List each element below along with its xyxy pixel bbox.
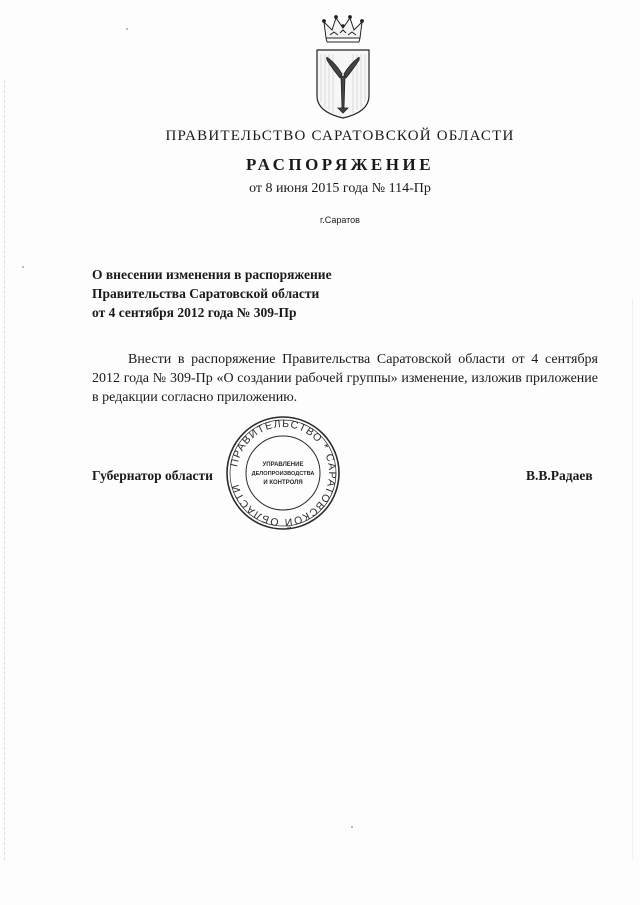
- document-type: РАСПОРЯЖЕНИЕ: [245, 155, 435, 174]
- official-round-seal-icon: [224, 414, 342, 532]
- document-subject: [92, 265, 332, 322]
- signatory-position: Губернатор области: [92, 468, 213, 483]
- scan-artefact: [632, 300, 635, 860]
- seal-inner-text: И КОНТРОЛЯ: [263, 480, 303, 486]
- subject-line: Правительства Саратовской области: [92, 286, 320, 301]
- signatory-name: В.В.Радаев: [526, 468, 593, 483]
- saratov-coat-of-arms-icon: [312, 14, 374, 120]
- subject-line: от 4 сентября 2012 года № 309-Пр: [92, 305, 297, 320]
- scan-artefact: [4, 80, 7, 860]
- document-city: г.Саратов: [320, 215, 360, 225]
- scan-speck: [22, 266, 24, 268]
- document-date-number: от 8 июня 2015 года № 114-Пр: [249, 181, 431, 196]
- seal-inner-text: УПРАВЛЕНИЕ: [262, 462, 304, 468]
- scan-speck: [351, 826, 353, 828]
- government-title: ПРАВИТЕЛЬСТВО САРАТОВСКОЙ ОБЛАСТИ: [165, 128, 515, 144]
- seal-inner-text: ДЕЛОПРОИЗВОДСТВА: [251, 471, 315, 477]
- scan-speck: [126, 28, 128, 30]
- subject-line: О внесении изменения в распоряжение: [92, 267, 332, 282]
- seal-outer-text: ПРАВИТЕЛЬСТВО * САРАТОВСКОЙ ОБЛАСТИ: [228, 417, 339, 529]
- document-body-paragraph: Внести в распоряжение Правительства Саратовской области от 4 сентября 2012 года № 309-Пр «О создании рабочей группы» изменение, изложив приложение в редакции согласно приложению.: [92, 352, 598, 405]
